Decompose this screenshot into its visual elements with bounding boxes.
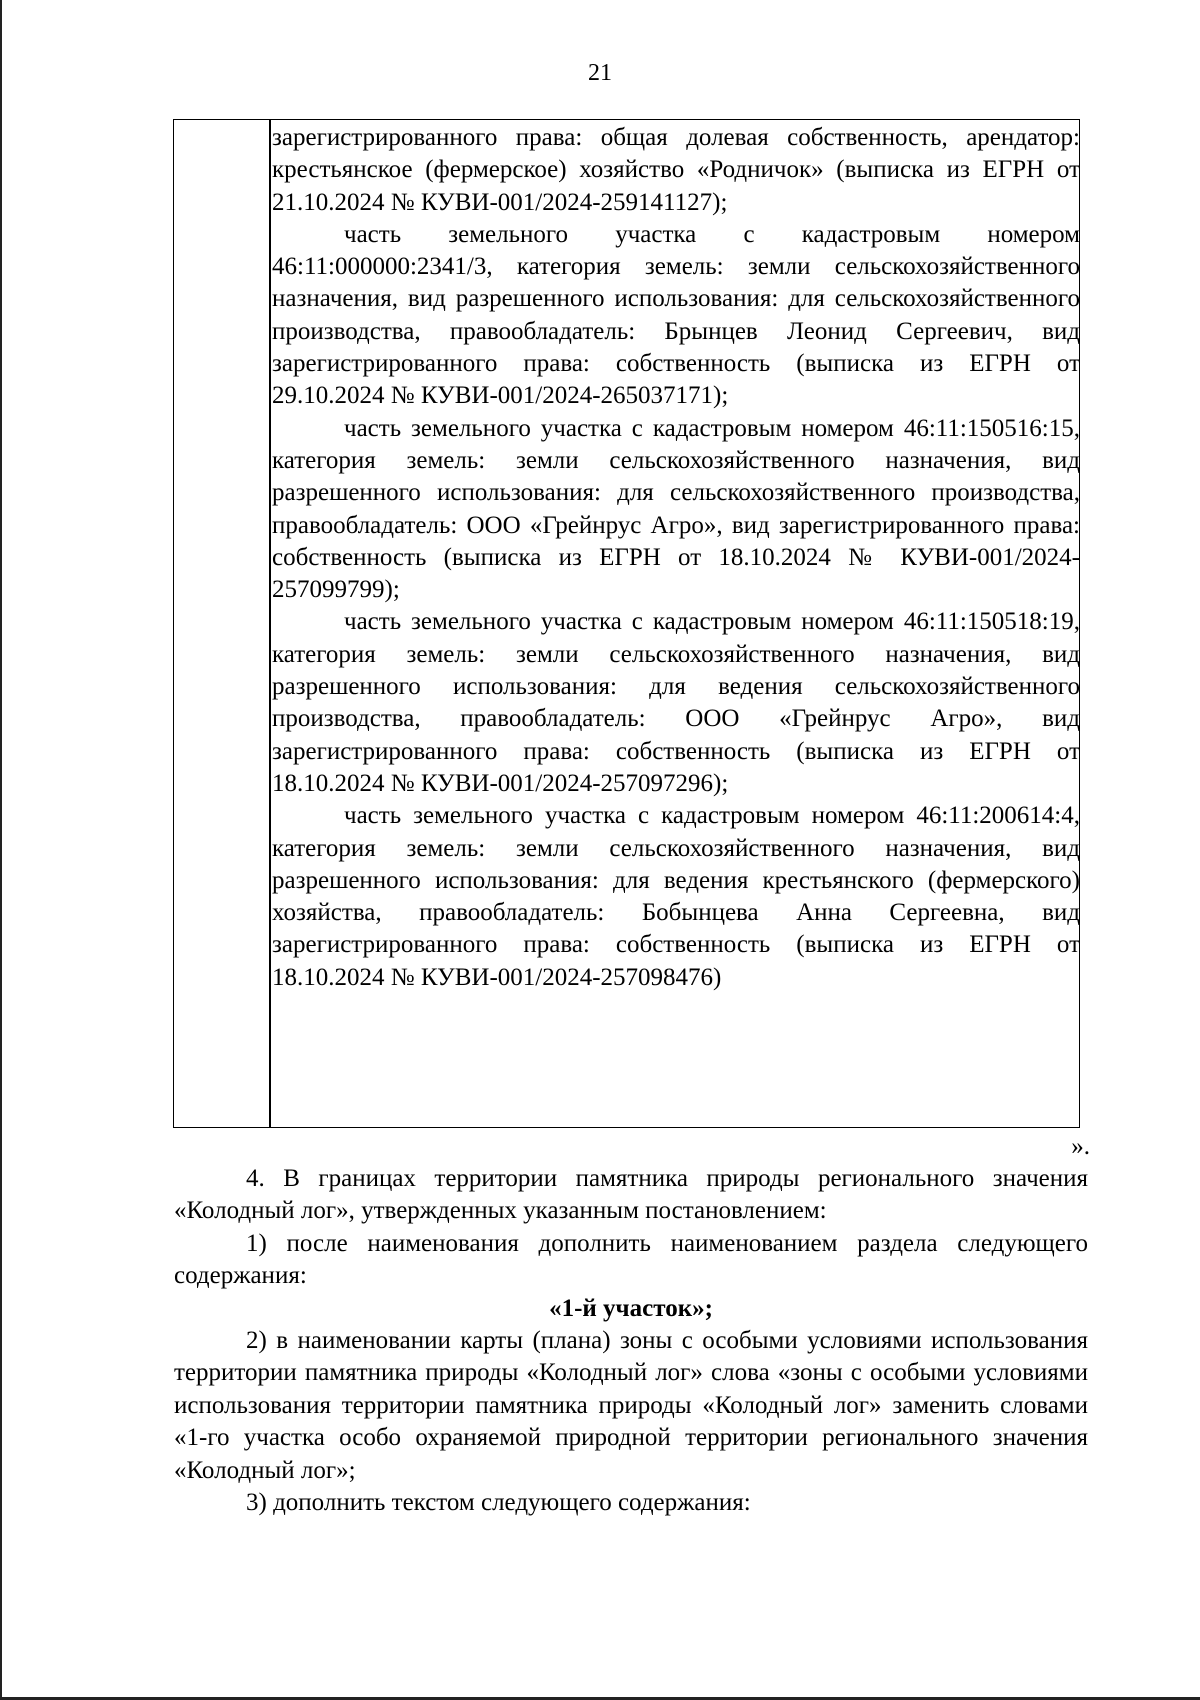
paragraph-subitem-3: 3) дополнить текстом следующего содержания: [246,1489,751,1517]
cell-paragraph: часть земельного участка с кадастровым номером 46:11:150518:19, категория земель: земли сельскохозяйственного назначения, вид разрешенного использования: для ведения сельскохозяйственного производства, правообладатель: ООО «Грейнрус Агро», вид зарегистрированного права: собственность (выписка из ЕГРН от 18.10.2024 № КУВИ-001/2024-257097296); [272,608,1080,797]
cell-paragraph: часть земельного участка с кадастровым номером 46:11:200614:4, категория земель: земли сельскохозяйственного назначения, вид разрешенного использования: для ведения крестьянского (фермерского) хозяйства, правообладатель: Бобынцева Анна Сергеевна, вид зарегистрированного права: собственность (выписка из ЕГРН от 18.10.2024 № КУВИ-001/2024-257098476) [272,802,1080,991]
body-text [174,1163,1088,1519]
closing-quote: ». [1071,1133,1090,1160]
section-heading: «1-й участок»; [549,1294,713,1322]
paragraph-subitem-2: 2) в наименовании карты (плана) зоны с особыми условиями использования территории памятника природы «Колодный лог» слова «зоны с особыми условиями использования территории памятника природы «Колодный лог» заменить словами «1-го участка особо охраняемой природной территории регионального значения «Колодный лог»; [174,1327,1088,1484]
table-column-separator [269,119,271,1128]
scan-edge-left [0,0,2,1700]
paragraph-subitem-1: 1) после наименования дополнить наименованием раздела следующего содержания: [174,1229,1088,1290]
cell-paragraph: часть земельного участка с кадастровым номером 46:11:000000:2341/3, категория земель: земли сельскохозяйственного назначения, вид разрешенного использования: для сельскохозяйственного производства, правообладатель: Брынцев Леонид Сергеевич, вид зарегистрированного права: собственность (выписка из ЕГРН от 29.10.2024 № КУВИ-001/2024-265037171); [272,220,1080,410]
cell-paragraph: зарегистрированного права: общая долевая собственность, арендатор: крестьянское (фермерское) хозяйство «Родничок» (выписка из ЕГРН от 21.10.2024 № КУВИ-001/2024-259141127); [272,124,1080,216]
page-number: 21 [588,60,612,86]
paragraph-item-4: 4. В границах территории памятника природы регионального значения «Колодный лог», утвержденных указанным постановлением: [174,1165,1088,1225]
table-cell-text [272,122,1080,994]
cell-paragraph: часть земельного участка с кадастровым номером 46:11:150516:15, категория земель: земли сельскохозяйственного назначения, вид разрешенного использования: для сельскохозяйственного производства, правообладатель: ООО «Грейнрус Агро», вид зарегистрированного права: собственность (выписка из ЕГРН от 18.10.2024 № КУВИ-001/2024-257099799); [272,414,1080,604]
